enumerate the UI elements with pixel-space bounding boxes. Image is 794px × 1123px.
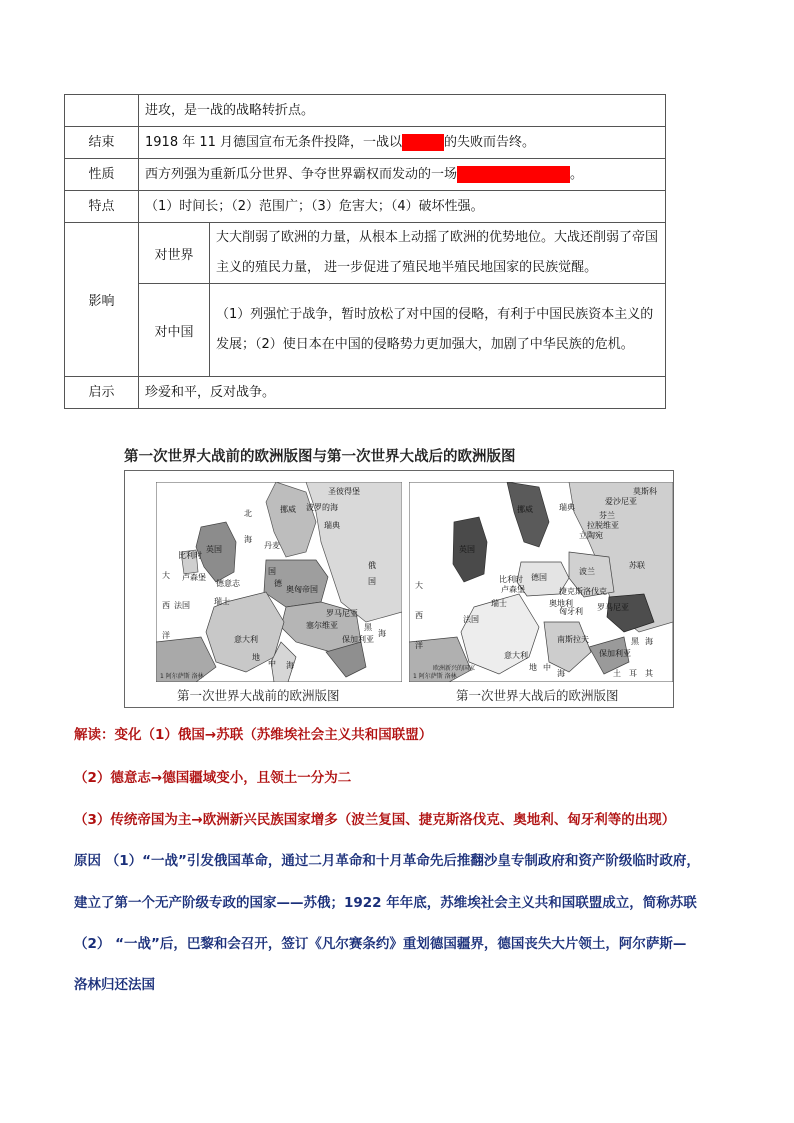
map-left-label: 海 <box>378 629 386 638</box>
map-right-label: 西 <box>415 611 423 620</box>
row-content: 进攻，是一战的战略转折点。 <box>139 95 666 127</box>
map-after-ww1 <box>409 482 673 682</box>
map-right-label: 苏联 <box>629 561 645 570</box>
map-left-label: 奥匈帝国 <box>286 585 318 594</box>
map-left-label: 瑞士 <box>214 597 230 606</box>
map-right-label: 莫斯科 <box>633 487 657 496</box>
row-label-features: 特点 <box>65 191 139 223</box>
map-right-label: 爱沙尼亚 <box>605 497 637 506</box>
table-row <box>65 223 666 284</box>
note-line-5: 建立了第一个无产阶级专政的国家——苏俄；1922 年年底，苏维埃社会主义共和国联盟成立，简称苏联 <box>74 895 697 911</box>
map-right-label: 波兰 <box>579 567 595 576</box>
map-left-label: 俄 <box>368 561 376 570</box>
end-text-after: 的失败而告终。 <box>444 135 536 150</box>
map-left-label: 国 <box>268 567 276 576</box>
right-map-subcaption: 第一次世界大战后的欧洲版图 <box>456 688 619 703</box>
map-right-label: 奥地利 <box>549 599 573 608</box>
redaction-box <box>402 134 444 151</box>
row-label-lesson: 启示 <box>65 377 139 409</box>
map-left-label: 国 <box>368 577 376 586</box>
map-right-label: 立陶宛 <box>579 531 603 540</box>
sublabel-china: 对中国 <box>139 284 210 377</box>
map-right-label: 捷克斯洛伐克 <box>559 587 607 596</box>
note-line-7: 洛林归还法国 <box>74 977 155 993</box>
table-row <box>65 127 666 159</box>
map-left-label: 法国 <box>174 601 190 610</box>
left-map-subcaption: 第一次世界大战前的欧洲版图 <box>177 688 340 703</box>
map-right-label: 挪威 <box>517 505 533 514</box>
row-content-features: （1）时间长；（2）范围广；（3）危害大；（4）破坏性强。 <box>139 191 666 223</box>
map-left-label: 波罗的海 <box>306 503 338 512</box>
row-label-nature: 性质 <box>65 159 139 191</box>
map-left-label: 保加利亚 <box>342 635 374 644</box>
map-left-label: 塞尔维亚 <box>306 621 338 630</box>
row-label-end: 结束 <box>65 127 139 159</box>
map-right-label: 其 <box>645 669 653 678</box>
row-content-lesson: 珍爱和平，反对战争。 <box>139 377 666 409</box>
map-left-label: 瑞典 <box>324 521 340 530</box>
figure-caption: 第一次世界大战前的欧洲版图与第一次世界大战后的欧洲版图 <box>124 449 516 465</box>
row-content-end <box>139 127 666 159</box>
map-left-label: 黑 <box>364 623 372 632</box>
history-table <box>64 94 666 409</box>
map-left-label: 德意志 <box>216 579 240 588</box>
map-right-label: 卢森堡 <box>501 585 525 594</box>
map-right-label: 地 <box>529 663 537 672</box>
map-right-label: 比利时 <box>499 575 523 584</box>
map-left-label: 意大利 <box>234 635 258 644</box>
map-left-label: 挪威 <box>280 505 296 514</box>
map-left-label: 卢森堡 <box>182 573 206 582</box>
note-line-6: （2） “一战”后，巴黎和会召开，签订《凡尔赛条约》重划德国疆界，德国丧失大片领土，阿尔萨斯— <box>74 936 687 952</box>
map-right-label: 法国 <box>463 615 479 624</box>
map-left-label: 罗马尼亚 <box>326 609 358 618</box>
redaction-box <box>457 166 570 183</box>
map-left-label: 大 <box>162 571 170 580</box>
note-line-4: 原因 （1）“一战”引发俄国革命，通过二月革命和十月革命先后推翻沙皇专制政府和资产阶级临时政府， <box>74 853 700 869</box>
map-right-label: 英国 <box>459 545 475 554</box>
table-row <box>65 191 666 223</box>
table-row <box>65 159 666 191</box>
row-label-empty <box>65 95 139 127</box>
map-left-label: 英国 <box>206 545 222 554</box>
map-right-label: 瑞典 <box>559 503 575 512</box>
map-right-label: 大 <box>415 581 423 590</box>
note-line-3: （3）传统帝国为主→欧洲新兴民族国家增多（波兰复国、捷克斯洛伐克、奥地利、匈牙利等的出现） <box>74 812 676 828</box>
map-right-label: 匈牙利 <box>559 607 583 616</box>
map-right-label: 瑞士 <box>491 599 507 608</box>
nature-text-before: 西方列强为重新瓜分世界、争夺世界霸权而发动的一场 <box>145 167 458 182</box>
table-row <box>65 284 666 377</box>
map-before-ww1 <box>156 482 402 682</box>
map-right-label: 罗马尼亚 <box>597 603 629 612</box>
row-label-impact: 影响 <box>65 223 139 377</box>
map-left-label: 地 <box>252 653 260 662</box>
map-left-label: 中 <box>268 659 276 668</box>
map-right-label: 黑 <box>631 637 639 646</box>
table-row <box>65 377 666 409</box>
map-right-label: 南斯拉夫 <box>557 635 589 644</box>
map-left-label: 比利时 <box>178 551 202 560</box>
map-right-label: 耳 <box>629 669 637 678</box>
map-left-legend: 1 阿尔萨斯 洛林 <box>160 673 204 680</box>
nature-text-after: 。 <box>570 167 584 182</box>
map-left-label: 洋 <box>162 631 170 640</box>
map-right-label: 海 <box>557 669 565 678</box>
map-right-label: 土 <box>613 669 621 678</box>
map-right-label: 洋 <box>415 641 423 650</box>
figure-frame <box>124 470 674 708</box>
map-right-label: 芬兰 <box>599 511 615 520</box>
map-right-legend: 欧洲新兴的国家 <box>433 665 476 672</box>
map-left-label: 北 <box>244 509 252 518</box>
end-text-before: 1918 年 11 月德国宣布无条件投降，一战以 <box>145 135 403 150</box>
impact-world-content: 大大削弱了欧洲的力量，从根本上动摇了欧洲的优势地位。大战还削弱了帝国主义的殖民力量， 进一步促进了殖民地半殖民地国家的民族觉醒。 <box>210 223 666 284</box>
map-left-label: 德 <box>274 579 282 588</box>
table-row <box>65 95 666 127</box>
map-right-label: 保加利亚 <box>599 649 631 658</box>
map-left-label: 丹麦 <box>264 541 280 550</box>
row-content-nature <box>139 159 666 191</box>
impact-china-content: （1）列强忙于战争，暂时放松了对中国的侵略，有利于中国民族资本主义的发展；（2）使日本在中国的侵略势力更加强大，加剧了中华民族的危机。 <box>210 284 666 377</box>
map-right-label: 拉脱维亚 <box>587 521 619 530</box>
map-left-label: 海 <box>286 661 294 670</box>
map-right-label: 中 <box>543 663 551 672</box>
sublabel-world: 对世界 <box>139 223 210 284</box>
map-left-label: 圣彼得堡 <box>328 487 360 496</box>
map-right-label: 意大利 <box>504 651 528 660</box>
map-left-label: 海 <box>244 535 252 544</box>
map-right-label: 德国 <box>531 573 547 582</box>
map-left-label: 西 <box>162 601 170 610</box>
map-right-label: 海 <box>645 637 653 646</box>
map-right-legend: 1 阿尔萨斯 洛林 <box>413 673 457 680</box>
note-line-2: （2）德意志→德国疆域变小，且领土一分为二 <box>74 770 352 786</box>
note-line-1: 解读：变化（1）俄国→苏联（苏维埃社会主义共和国联盟） <box>74 727 433 743</box>
